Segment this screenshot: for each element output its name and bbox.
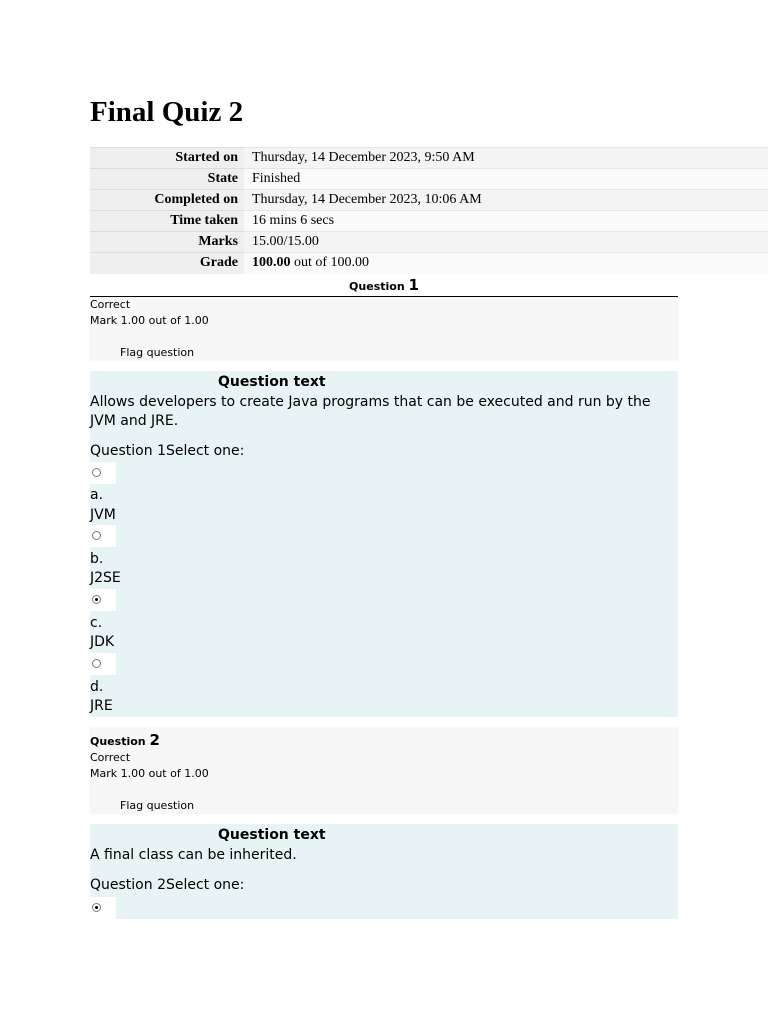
select-one-prompt: Question 2Select one: <box>90 877 245 893</box>
summary-row-time-taken <box>90 211 768 232</box>
option-b-cell <box>90 525 116 547</box>
summary-label: Time taken <box>90 211 244 232</box>
quiz-title: Final Quiz 2 <box>90 96 244 128</box>
summary-label: Started on <box>90 148 244 169</box>
question-status: Correct <box>90 298 131 311</box>
question-1-content <box>90 371 678 717</box>
question-heading-label: Question <box>349 280 405 293</box>
option-b-radio[interactable] <box>92 531 101 540</box>
question-text-label: Question text <box>218 374 326 390</box>
question-heading-label: Question <box>90 735 146 748</box>
summary-label: Grade <box>90 253 244 274</box>
summary-row-started <box>90 148 768 169</box>
summary-row-completed <box>90 190 768 211</box>
summary-value: 16 mins 6 secs <box>244 211 768 232</box>
summary-row-state <box>90 169 768 190</box>
summary-value: Thursday, 14 December 2023, 9:50 AM <box>244 148 768 169</box>
question-2-content <box>90 824 678 919</box>
question-status: Correct <box>90 751 131 764</box>
summary-value: Finished <box>244 169 768 190</box>
question-text: Allows developers to create Java programs that can be executed and run by the JVM and JRE. <box>90 394 651 429</box>
question-1-info <box>90 297 678 361</box>
summary-row-grade <box>90 253 768 274</box>
option-text: JDK <box>90 634 115 650</box>
question-number: 1 <box>408 276 419 294</box>
option-letter: a. <box>90 487 104 503</box>
question-text: A final class can be inherited. <box>90 847 297 863</box>
option-c-cell <box>90 589 116 611</box>
question-2-heading <box>90 731 160 749</box>
summary-label: State <box>90 169 244 190</box>
question-mark: Mark 1.00 out of 1.00 <box>90 767 209 780</box>
question-2-info <box>90 727 678 814</box>
summary-value: Thursday, 14 December 2023, 10:06 AM <box>244 190 768 211</box>
select-one-prompt: Question 1Select one: <box>90 443 245 459</box>
option-a-cell <box>90 897 116 919</box>
summary-label: Marks <box>90 232 244 253</box>
attempt-summary-table <box>90 147 768 274</box>
option-d-radio[interactable] <box>92 659 101 668</box>
option-a-radio[interactable] <box>92 903 101 912</box>
summary-value <box>244 253 768 274</box>
option-letter: c. <box>90 615 103 631</box>
option-c-radio[interactable] <box>92 595 101 604</box>
option-text: JVM <box>90 507 116 523</box>
flag-question-link[interactable]: Flag question <box>120 346 195 359</box>
grade-out-of: out of 100.00 <box>290 255 370 271</box>
summary-value: 15.00/15.00 <box>244 232 768 253</box>
option-letter: d. <box>90 679 104 695</box>
summary-row-marks <box>90 232 768 253</box>
option-a-cell <box>90 462 116 484</box>
question-text-label: Question text <box>218 827 326 843</box>
question-number: 2 <box>149 731 160 749</box>
option-text: J2SE <box>90 570 121 586</box>
question-1-heading <box>90 276 678 297</box>
grade-score: 100.00 <box>252 255 291 271</box>
option-a-radio[interactable] <box>92 468 101 477</box>
option-letter: b. <box>90 551 104 567</box>
flag-question-link[interactable]: Flag question <box>120 799 195 812</box>
option-text: JRE <box>90 698 113 714</box>
summary-label: Completed on <box>90 190 244 211</box>
option-d-cell <box>90 653 116 675</box>
question-mark: Mark 1.00 out of 1.00 <box>90 314 209 327</box>
